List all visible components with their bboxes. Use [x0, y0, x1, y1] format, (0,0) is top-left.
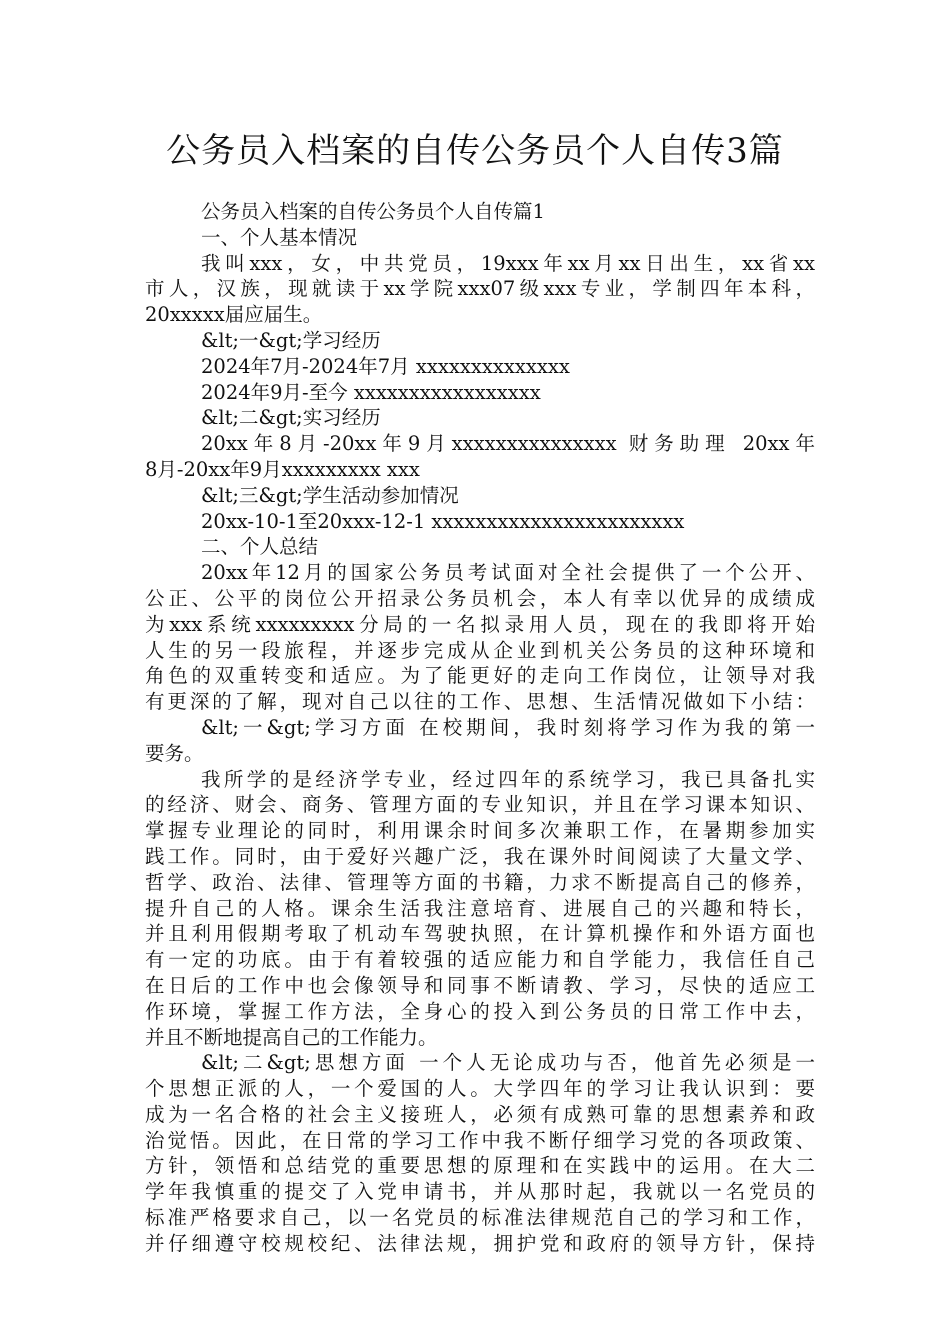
document-body	[145, 199, 815, 1257]
text-line: 掌握专业理论的同时，利用课余时间多次兼职工作，在暑期参加实	[145, 819, 815, 843]
text-line: 为xxx系统xxxxxxxxx分局的一名拟录用人员，现在的我即将开始	[145, 612, 815, 636]
text-line: 我叫xxx，女，中共党员，19xxx年xx月xx日出生，xx省xx	[201, 251, 815, 275]
text-line: &lt;二&gt;实习经历	[201, 406, 381, 430]
text-line: 二、个人总结	[201, 535, 319, 559]
text-line: 市人，汉族，现就读于xx学院xxx07级xxx专业，学制四年本科，	[145, 277, 815, 301]
text-line: 8月-20xx年9月xxxxxxxxx xxx	[145, 457, 420, 481]
text-line: 要务。	[145, 741, 204, 765]
text-line: 20xx年12月的国家公务员考试面对全社会提供了一个公开、	[201, 561, 815, 585]
text-line: 公正、公平的岗位公开招录公务员机会，本人有幸以优异的成绩成	[145, 586, 815, 610]
text-line: 我所学的是经济学专业，经过四年的系统学习，我已具备扎实	[201, 767, 815, 791]
text-line: 公务员入档案的自传公务员个人自传篇1	[201, 200, 545, 223]
text-line: &lt;一&gt;学习经历	[201, 328, 381, 352]
text-line: 20xxxxx届应届生。	[145, 303, 323, 327]
text-line: &lt;二&gt;思想方面 一个人无论成功与否，他首先必须是一	[201, 1051, 815, 1075]
text-line: 有更深的了解，现对自己以往的工作、思想、生活情况做如下小结：	[145, 690, 815, 714]
text-line: 20xx年8月-20xx年9月xxxxxxxxxxxxxxx 财务助理 20xx年	[201, 432, 815, 456]
text-line: 提升自己的人格。课余生活我注意培育、进展自己的兴趣和特长，	[145, 896, 815, 920]
text-line: 哲学、政治、法律、管理等方面的书籍，力求不断提高自己的修养，	[145, 870, 815, 894]
text-line: 个思想正派的人，一个爱国的人。大学四年的学习让我认识到：要	[145, 1077, 815, 1101]
text-line: 并且利用假期考取了机动车驾驶执照，在计算机操作和外语方面也	[145, 922, 815, 946]
text-line: 的经济、财会、商务、管理方面的专业知识，并且在学习课本知识、	[145, 793, 815, 817]
text-line: 方针，领悟和总结党的重要思想的原理和在实践中的运用。在大二	[145, 1154, 815, 1178]
text-line: 在日后的工作中也会像领导和同事不断请教、学习，尽快的适应工	[145, 973, 815, 997]
document-title: 公务员入档案的自传公务员个人自传3篇	[166, 131, 784, 171]
text-line: 并仔细遵守校规校纪、法律法规，拥护党和政府的领导方针，保持	[145, 1231, 815, 1255]
text-line: 2024年7月-2024年7月 xxxxxxxxxxxxxx	[201, 354, 570, 378]
text-line: &lt;三&gt;学生活动参加情况	[201, 483, 459, 507]
text-line: 2024年9月-至今 xxxxxxxxxxxxxxxxx	[201, 380, 541, 404]
text-line: 成为一名合格的社会主义接班人，必须有成熟可靠的思想素养和政	[145, 1102, 815, 1126]
text-line: &lt;一&gt;学习方面 在校期间，我时刻将学习作为我的第一	[201, 715, 815, 739]
text-line: 治觉悟。因此，在日常的学习工作中我不断仔细学习党的各项政策、	[145, 1128, 815, 1152]
text-line: 作环境，掌握工作方法，全身心的投入到公务员的日常工作中去，	[145, 999, 815, 1023]
text-line: 践工作。同时，由于爱好兴趣广泛，我在课外时间阅读了大量文学、	[145, 844, 815, 868]
text-line: 学年我慎重的提交了入党申请书，并从那时起，我就以一名党员的	[145, 1180, 815, 1204]
text-line: 一、个人基本情况	[201, 225, 358, 249]
text-line: 人生的另一段旅程，并逐步完成从企业到机关公务员的这种环境和	[145, 638, 815, 662]
text-line: 有一定的功底。由于有着较强的适应能力和自学能力，我信任自己	[145, 948, 815, 972]
text-line: 20xx-10-1至20xxx-12-1 xxxxxxxxxxxxxxxxxxxxxxx	[201, 509, 685, 533]
text-line: 并且不断地提高自己的工作能力。	[145, 1025, 438, 1049]
text-line: 标准严格要求自己，以一名党员的标准法律规范自己的学习和工作，	[145, 1206, 815, 1230]
text-line: 角色的双重转变和适应。为了能更好的走向工作岗位，让领导对我	[145, 664, 815, 688]
